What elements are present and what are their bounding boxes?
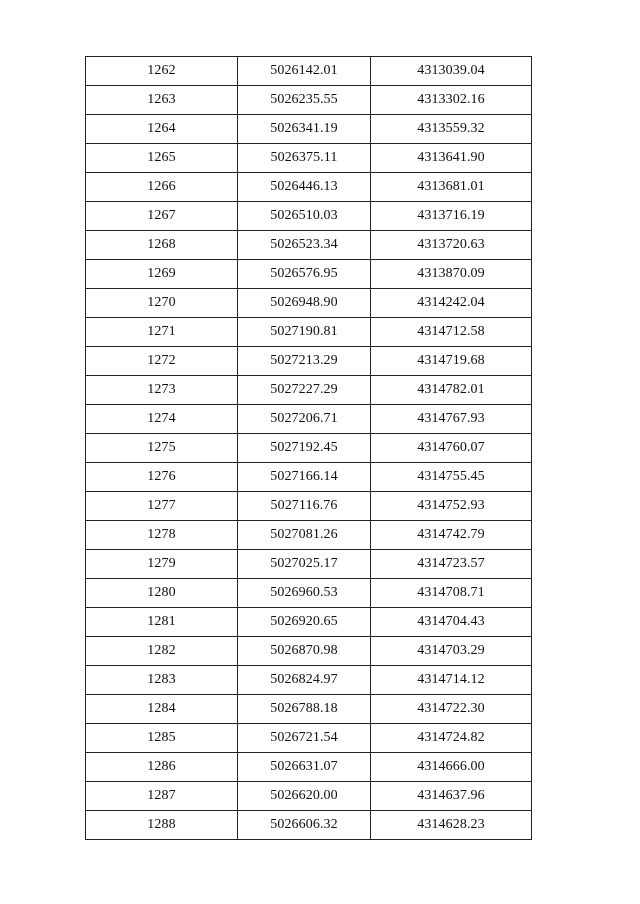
point-number-cell: 1265 [86,144,238,173]
x-coordinate-cell: 5026576.95 [238,260,371,289]
y-coordinate-cell: 4314724.82 [371,724,532,753]
x-coordinate-cell: 5027025.17 [238,550,371,579]
point-number-cell: 1273 [86,376,238,405]
point-number-cell: 1275 [86,434,238,463]
point-number-cell: 1262 [86,57,238,86]
coordinate-table-body [86,57,532,840]
y-coordinate-cell: 4314242.04 [371,289,532,318]
table-row [86,289,532,318]
table-row [86,376,532,405]
y-coordinate-cell: 4313039.04 [371,57,532,86]
table-row [86,521,532,550]
y-coordinate-cell: 4314712.58 [371,318,532,347]
x-coordinate-cell: 5026920.65 [238,608,371,637]
y-coordinate-cell: 4314782.01 [371,376,532,405]
x-coordinate-cell: 5026824.97 [238,666,371,695]
y-coordinate-cell: 4314628.23 [371,811,532,840]
x-coordinate-cell: 5026870.98 [238,637,371,666]
x-coordinate-cell: 5026235.55 [238,86,371,115]
x-coordinate-cell: 5027116.76 [238,492,371,521]
y-coordinate-cell: 4314722.30 [371,695,532,724]
coordinate-table [85,56,532,840]
y-coordinate-cell: 4314767.93 [371,405,532,434]
x-coordinate-cell: 5027206.71 [238,405,371,434]
y-coordinate-cell: 4314752.93 [371,492,532,521]
point-number-cell: 1264 [86,115,238,144]
table-row [86,753,532,782]
table-row [86,115,532,144]
y-coordinate-cell: 4314703.29 [371,637,532,666]
x-coordinate-cell: 5026446.13 [238,173,371,202]
point-number-cell: 1280 [86,579,238,608]
point-number-cell: 1268 [86,231,238,260]
table-row [86,579,532,608]
y-coordinate-cell: 4314755.45 [371,463,532,492]
x-coordinate-cell: 5026788.18 [238,695,371,724]
table-row [86,666,532,695]
y-coordinate-cell: 4314723.57 [371,550,532,579]
x-coordinate-cell: 5027081.26 [238,521,371,550]
table-row [86,173,532,202]
y-coordinate-cell: 4314704.43 [371,608,532,637]
table-row [86,463,532,492]
table-row [86,86,532,115]
point-number-cell: 1267 [86,202,238,231]
point-number-cell: 1284 [86,695,238,724]
point-number-cell: 1287 [86,782,238,811]
y-coordinate-cell: 4314666.00 [371,753,532,782]
point-number-cell: 1283 [86,666,238,695]
y-coordinate-cell: 4313559.32 [371,115,532,144]
table-row [86,260,532,289]
x-coordinate-cell: 5026948.90 [238,289,371,318]
table-row [86,608,532,637]
y-coordinate-cell: 4313641.90 [371,144,532,173]
table-row [86,202,532,231]
y-coordinate-cell: 4314742.79 [371,521,532,550]
y-coordinate-cell: 4313720.63 [371,231,532,260]
point-number-cell: 1277 [86,492,238,521]
x-coordinate-cell: 5026606.32 [238,811,371,840]
table-row [86,144,532,173]
x-coordinate-cell: 5027166.14 [238,463,371,492]
x-coordinate-cell: 5026721.54 [238,724,371,753]
x-coordinate-cell: 5026510.03 [238,202,371,231]
y-coordinate-cell: 4313870.09 [371,260,532,289]
y-coordinate-cell: 4314719.68 [371,347,532,376]
point-number-cell: 1266 [86,173,238,202]
point-number-cell: 1281 [86,608,238,637]
table-row [86,347,532,376]
y-coordinate-cell: 4314708.71 [371,579,532,608]
point-number-cell: 1269 [86,260,238,289]
x-coordinate-cell: 5026341.19 [238,115,371,144]
table-row [86,695,532,724]
table-row [86,550,532,579]
x-coordinate-cell: 5026375.11 [238,144,371,173]
x-coordinate-cell: 5026142.01 [238,57,371,86]
table-row [86,405,532,434]
x-coordinate-cell: 5027190.81 [238,318,371,347]
table-row [86,782,532,811]
point-number-cell: 1282 [86,637,238,666]
table-row [86,637,532,666]
point-number-cell: 1288 [86,811,238,840]
point-number-cell: 1279 [86,550,238,579]
table-row [86,57,532,86]
y-coordinate-cell: 4314760.07 [371,434,532,463]
x-coordinate-cell: 5026620.00 [238,782,371,811]
point-number-cell: 1274 [86,405,238,434]
point-number-cell: 1263 [86,86,238,115]
x-coordinate-cell: 5026523.34 [238,231,371,260]
x-coordinate-cell: 5027192.45 [238,434,371,463]
x-coordinate-cell: 5027227.29 [238,376,371,405]
table-row [86,231,532,260]
table-row [86,434,532,463]
table-row [86,318,532,347]
point-number-cell: 1270 [86,289,238,318]
table-row [86,811,532,840]
y-coordinate-cell: 4313716.19 [371,202,532,231]
x-coordinate-cell: 5026631.07 [238,753,371,782]
point-number-cell: 1286 [86,753,238,782]
point-number-cell: 1276 [86,463,238,492]
table-row [86,724,532,753]
x-coordinate-cell: 5027213.29 [238,347,371,376]
point-number-cell: 1272 [86,347,238,376]
x-coordinate-cell: 5026960.53 [238,579,371,608]
point-number-cell: 1271 [86,318,238,347]
point-number-cell: 1278 [86,521,238,550]
y-coordinate-cell: 4314637.96 [371,782,532,811]
y-coordinate-cell: 4314714.12 [371,666,532,695]
table-row [86,492,532,521]
y-coordinate-cell: 4313302.16 [371,86,532,115]
point-number-cell: 1285 [86,724,238,753]
y-coordinate-cell: 4313681.01 [371,173,532,202]
